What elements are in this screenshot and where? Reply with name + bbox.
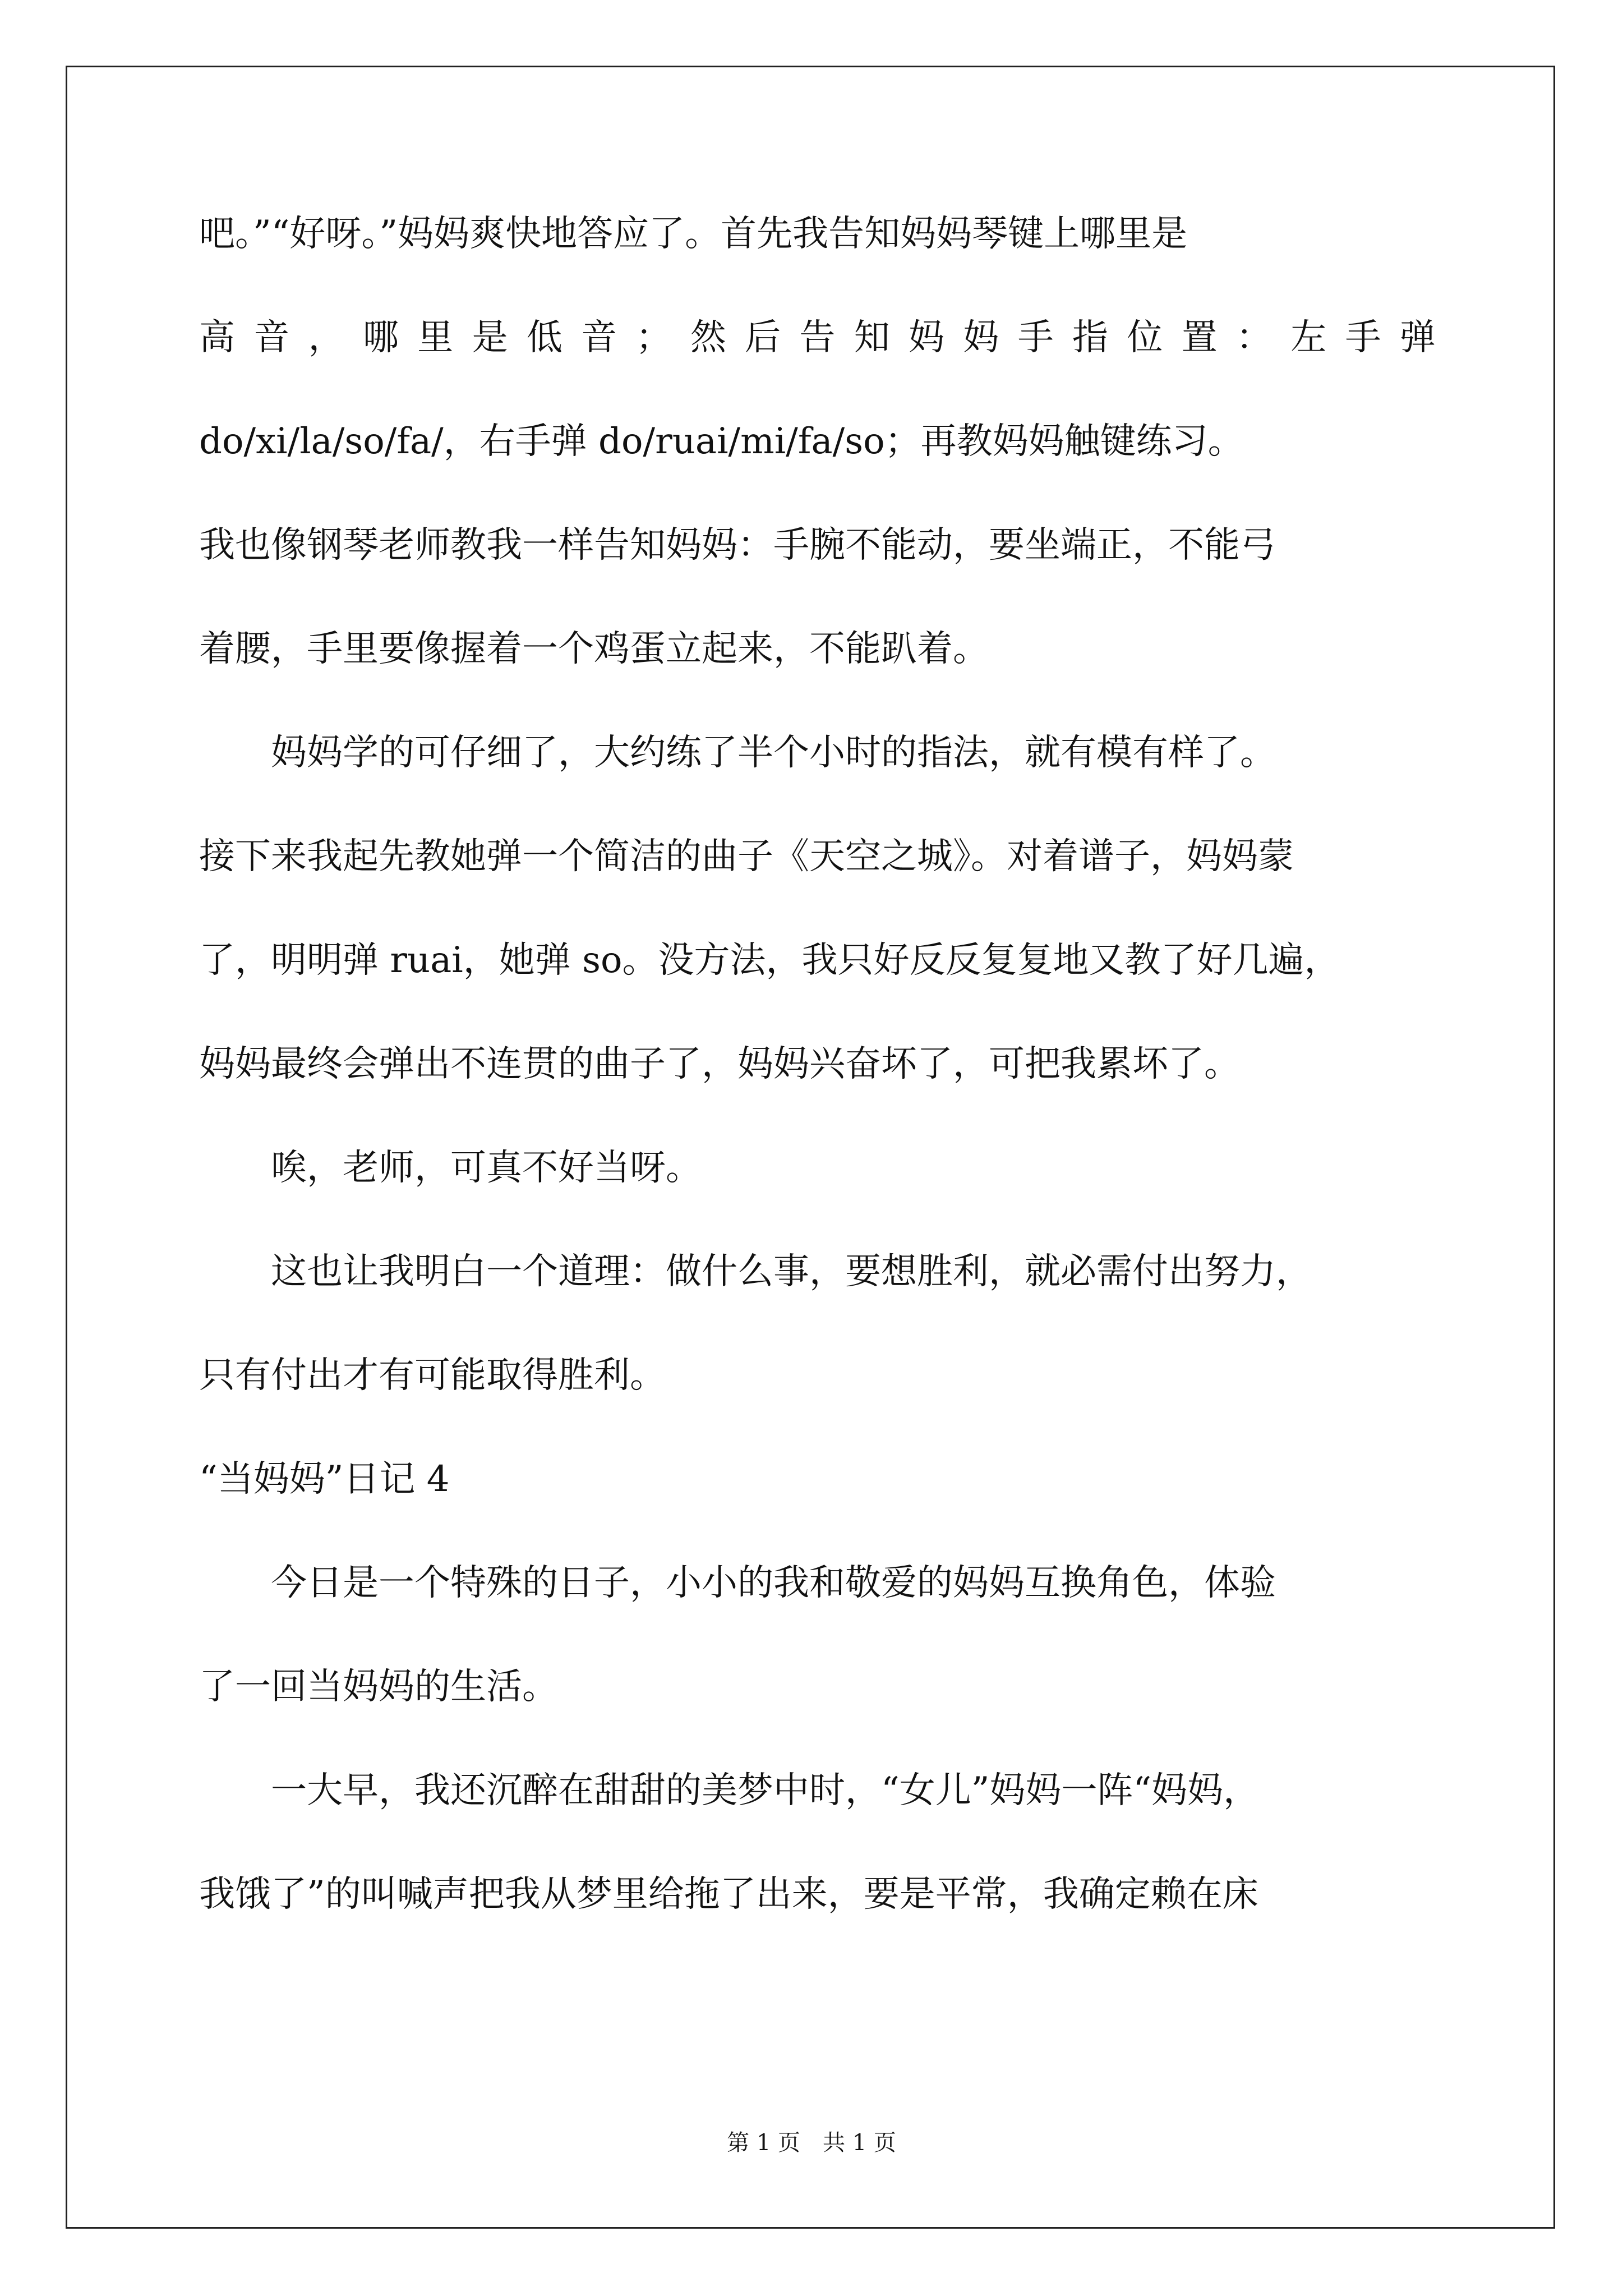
text-line: 今日是一个特殊的日子，小小的我和敬爱的妈妈互换角色，体验 xyxy=(199,1562,1276,1604)
text-line: 吧。”“好呀。”妈妈爽快地答应了。首先我告知妈妈琴键上哪里是 xyxy=(199,213,1188,255)
text-line: 我饿了”的叫喊声把我从梦里给拖了出来，要是平常，我确定赖在床 xyxy=(199,1874,1258,1915)
text-line: 接下来我起先教她弹一个简洁的曲子《天空之城》。对着谱子，妈妈蒙 xyxy=(199,836,1294,877)
text-line: 只有付出才有可能取得胜利。 xyxy=(199,1355,666,1396)
text-line: 这也让我明白一个道理：做什么事，要想胜利，就必需付出努力， xyxy=(199,1251,1312,1292)
text-line: 妈妈最终会弹出不连贯的曲子了，妈妈兴奋坏了，可把我累坏了。 xyxy=(199,1043,1240,1085)
section-heading: “当妈妈”日记 4 xyxy=(199,1458,450,1500)
text-line: 我也像钢琴老师教我一样告知妈妈：手腕不能动，要坐端正，不能弓 xyxy=(199,524,1276,566)
text-line: 一大早，我还沉醉在甜甜的美梦中时，“女儿”妈妈一阵“妈妈， xyxy=(199,1770,1260,1811)
text-line: do/xi/la/so/fa/，右手弹 do/ruai/mi/fa/so；再教妈妈触键练习。 xyxy=(199,421,1244,462)
text-line: 妈妈学的可仔细了，大约练了半个小时的指法，就有模有样了。 xyxy=(199,732,1276,774)
text-line: 了，明明弹 ruai，她弹 so。没方法，我只好反反复复地又教了好几遍， xyxy=(199,940,1340,981)
text-line: 唉，老师，可真不好当呀。 xyxy=(199,1147,702,1189)
text-line-justified: 高 音 ， 哪 里 是 低 音 ； 然 后 告 知 妈 妈 手 指 位 置 ： 左 手 弹 xyxy=(199,317,1436,358)
text-line: 着腰，手里要像握着一个鸡蛋立起来，不能趴着。 xyxy=(199,628,989,670)
text-line: 了一回当妈妈的生活。 xyxy=(199,1666,558,1708)
page-footer: 第 1 页 共 1 页 xyxy=(727,2130,896,2156)
